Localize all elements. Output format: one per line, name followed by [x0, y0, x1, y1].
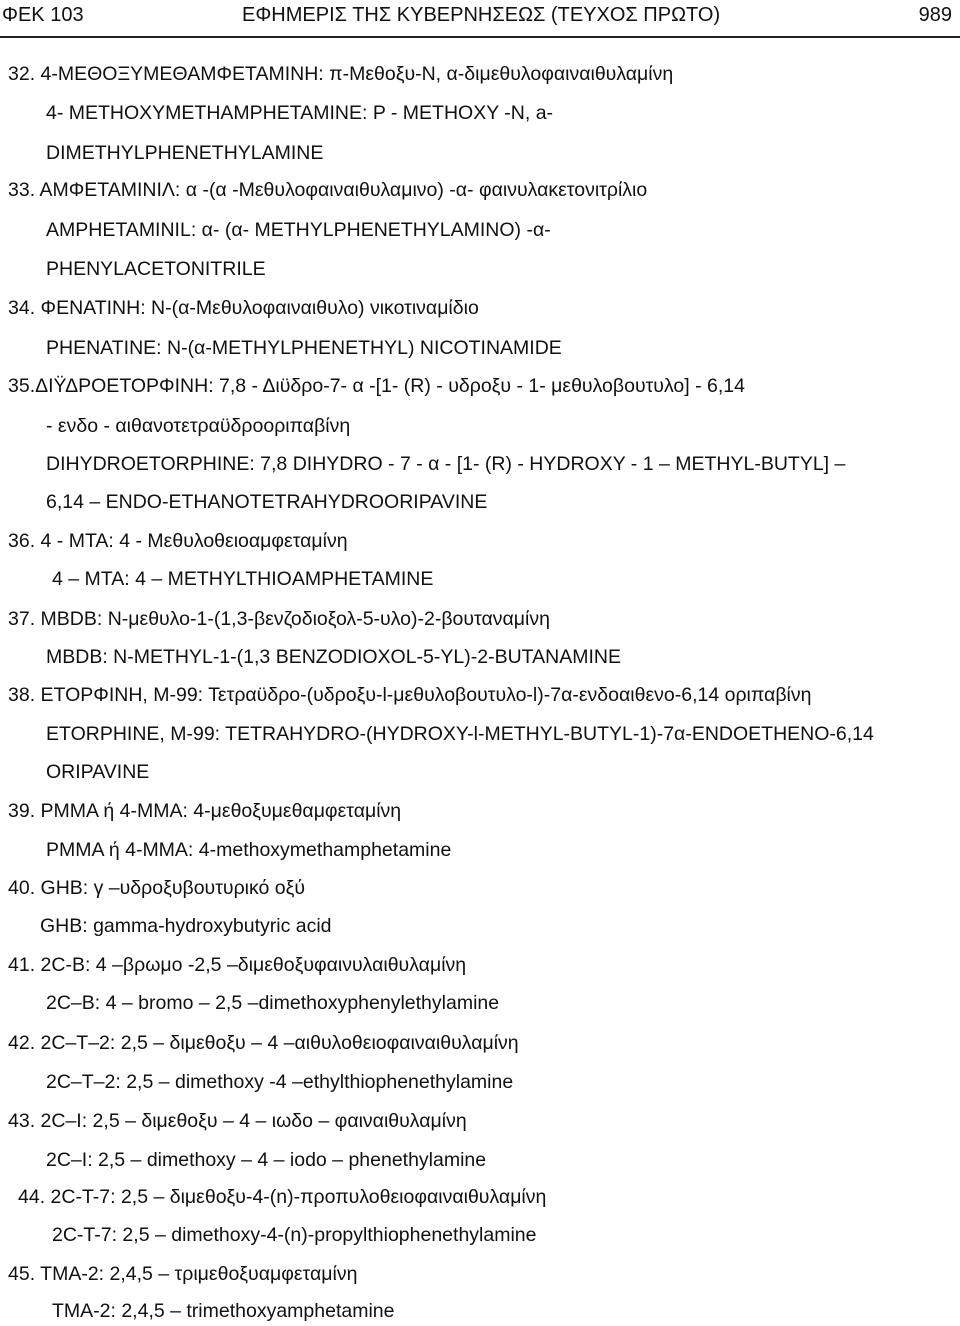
text-line: 4- METHOXYMETHAMPHETAMINE: P - METHOXY -N, a-	[46, 102, 554, 124]
text-line: 38. ΕΤΟΡΦΙΝΗ, Μ-99: Τετραϋδρο-(υδροξυ-l-μεθυλοβουτυλο-l)-7α-ενδοαιθενο-6,14 οριπαβίνη	[8, 684, 812, 706]
text-line: PMMA ή 4-MMA: 4-methoxymethamphetamine	[46, 839, 452, 861]
gazette-issue: ΦΕΚ 103	[2, 4, 84, 26]
text-line: 2C–B: 4 – bromo – 2,5 –dimethoxyphenylethylamine	[46, 992, 500, 1014]
text-line: ORIPAVINE	[46, 761, 150, 783]
text-line: GHB: gamma-hydroxybutyric acid	[40, 915, 332, 937]
text-line: MBDB: N-METHYL-1-(1,3 BENZODIOXOL-5-YL)-2-BUTANAMINE	[46, 646, 621, 668]
header-divider	[0, 36, 960, 38]
text-line: 41. 2C-B: 4 –βρωμο -2,5 –διμεθοξυφαινυλαιθυλαμίνη	[8, 954, 467, 976]
text-line: 42. 2C–T–2: 2,5 – διμεθοξυ – 4 –αιθυλοθειοφαιναιθυλαμίνη	[8, 1032, 519, 1054]
text-line: 36. 4 - ΜΤΑ: 4 - Μεθυλοθειοαμφεταμίνη	[8, 530, 348, 552]
text-line: 34. ΦΕΝΑΤΙΝΗ: Ν-(α-Μεθυλοφαιναιθυλο) νικοτιναμίδιο	[8, 297, 479, 319]
page-header	[0, 0, 960, 36]
text-line: 2C-T-7: 2,5 – dimethoxy-4-(n)-propylthiophenethylamine	[52, 1224, 537, 1246]
text-line: TMA-2: 2,4,5 – trimethoxyamphetamine	[52, 1300, 395, 1322]
text-line: 40. GHB: γ –υδροξυβουτυρικό οξύ	[8, 877, 306, 899]
text-line: DIMETHYLPHENETHYLAMINE	[46, 142, 324, 164]
text-line: PHENYLACETONITRILE	[46, 258, 266, 280]
text-line: - ενδο - αιθανοτετραϋδροοριπαβίνη	[46, 415, 351, 437]
text-line: PHENATINE: N-(α-METHYLPHENETHYL) NICOTINAMIDE	[46, 337, 562, 359]
text-line: 32. 4-ΜΕΘΟΞΥΜΕΘΑΜΦΕΤΑΜΙΝΗ: π-Μεθοξυ-Ν, α-διμεθυλοφαιναιθυλαμίνη	[8, 63, 674, 85]
text-line: 2C–T–2: 2,5 – dimethoxy -4 –ethylthiophenethylamine	[46, 1071, 514, 1093]
text-line: ETORPHINE, M-99: TETRAHYDRO-(HYDROXY-l-METHYL-BUTYL-1)-7α-ENDOETHENO-6,14	[46, 723, 874, 745]
text-line: 37. MBDB: Ν-μεθυλο-1-(1,3-βενζοδιοξολ-5-υλο)-2-βουταναμίνη	[8, 608, 550, 630]
page-number: 989	[918, 4, 952, 26]
text-line: 4 – MTA: 4 – METHYLTHIOAMPHETAMINE	[52, 568, 434, 590]
text-line: 2C–I: 2,5 – dimethoxy – 4 – iodo – phenethylamine	[46, 1149, 487, 1171]
text-line: DIHYDROETORPHINE: 7,8 DIHYDRO - 7 - α - [1- (R) - HYDROXY - 1 – METHYL-BUTYL] –	[46, 453, 846, 475]
text-line: AMPHETAMINIL: α- (α- METHYLPHENETHYLAMINO) -α-	[46, 219, 551, 241]
text-line: 39. PMMA ή 4-ΜΜΑ: 4-μεθοξυμεθαμφεταμίνη	[8, 800, 402, 822]
text-line: 6,14 – ENDO-ETHANOTETRAHYDROORIPAVINE	[46, 491, 488, 513]
gazette-title: ΕΦΗΜΕΡΙΣ ΤΗΣ ΚΥΒΕΡΝΗΣΕΩΣ (ΤΕΥΧΟΣ ΠΡΩΤΟ)	[242, 4, 721, 26]
text-line: 33. ΑΜΦΕΤΑΜΙΝΙΛ: α -(α -Μεθυλοφαιναιθυλαμινο) -α- φαινυλακετονιτρίλιο	[8, 179, 648, 201]
text-line: 43. 2C–I: 2,5 – διμεθοξυ – 4 – ιωδο – φαιναιθυλαμίνη	[8, 1110, 467, 1132]
text-line: 45. ΤΜΑ-2: 2,4,5 – τριμεθοξυαμφεταμίνη	[8, 1263, 358, 1285]
text-line: 44. 2C-T-7: 2,5 – διμεθοξυ-4-(n)-προπυλοθειοφαιναιθυλαμίνη	[18, 1186, 547, 1208]
text-line: 35.ΔΙΫΔΡΟΕΤΟΡΦΙΝΗ: 7,8 - Διϋδρο-7- α -[1- (R) - υδροξυ - 1- μεθυλοβουτυλο] - 6,14	[8, 375, 745, 397]
